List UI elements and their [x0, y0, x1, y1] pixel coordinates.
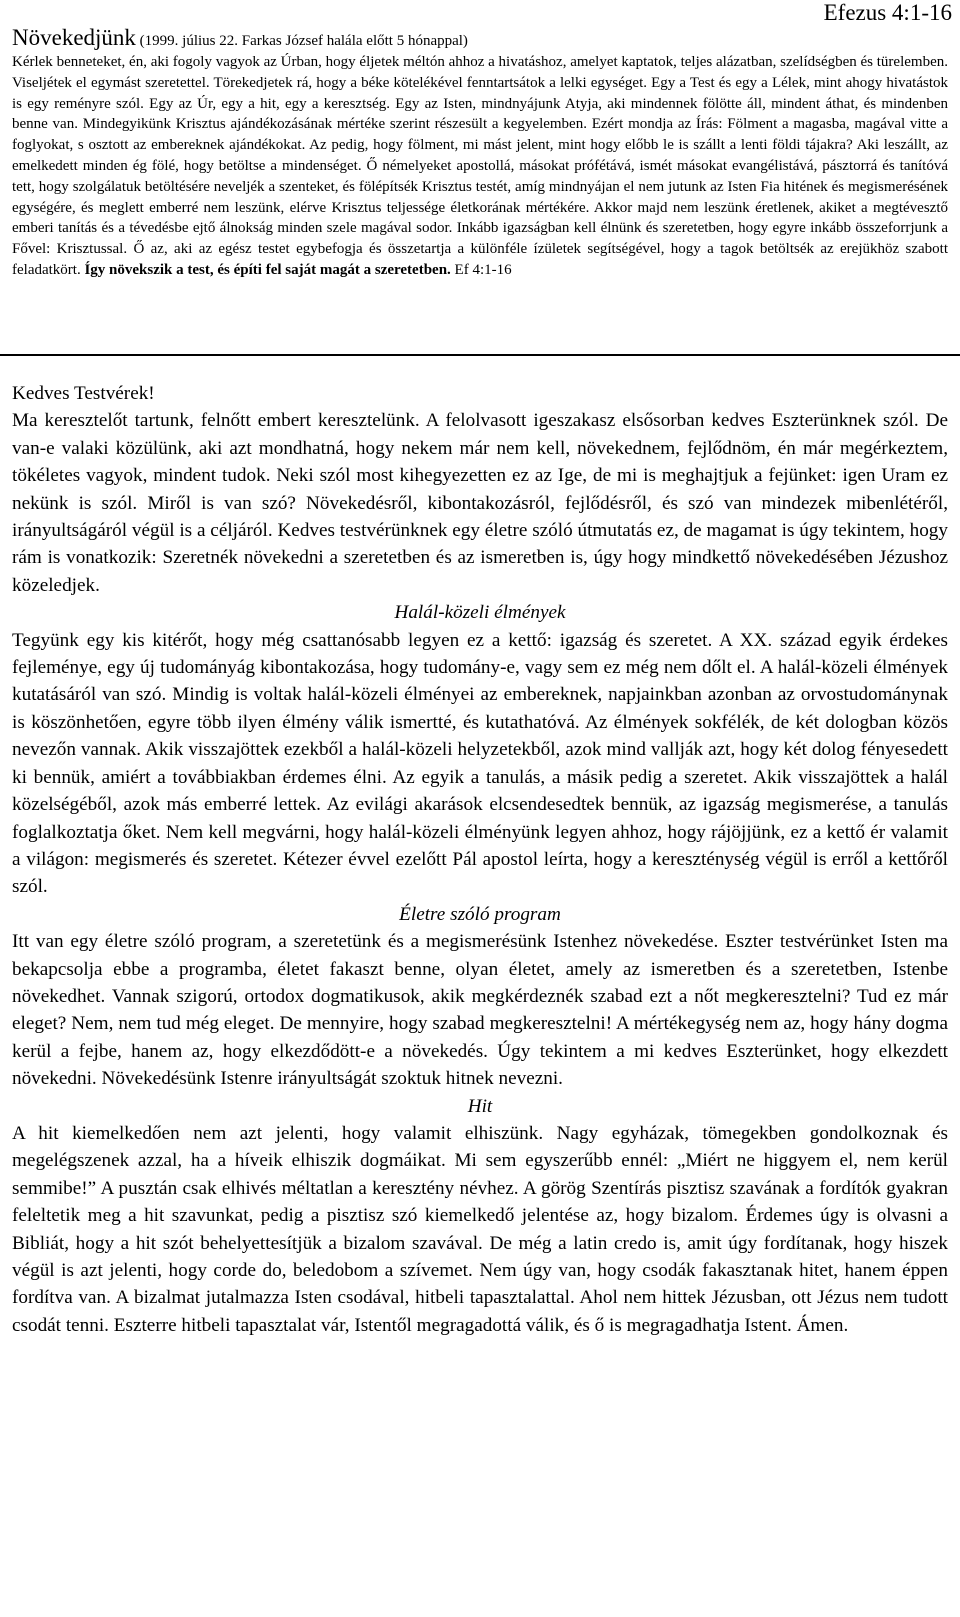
title-main: Növekedjünk: [12, 25, 136, 50]
scripture-box: [0, 0, 960, 356]
section-heading-faith: Hit: [467, 1095, 493, 1117]
title-subtitle: (1999. július 22. Farkas József halála előtt 5 hónappal): [135, 33, 468, 49]
intro-paragraph: Ma keresztelőt tartunk, felnőtt embert keresztelünk. A felolvasott igeszakasz elsősorban kedves Eszterünknek szól. De van-e valaki közülünk, aki azt mondhatná, hogy nekem már nem kell, növekednem, fejlődnöm, én már megérkeztem, tökéletes vagyok, mindent tudok. Neki szól most kihegyezetten ez az Ige, de mi is meghajtjuk a fejünket: igen Uram ez nekünk is szól. Miről is van szó? Növekedésről, kibontakozásról, fejlődésről, és szó van mindezek mibenlétéről, irányultságáról végül is a céljáról. Kedves testvérünknek egy életre szóló útmutatás ez, de magamat is úgy tekintem, hogy rám is vonatkozik: Szeretnék növekedni a szeretetben és az ismeretben is, úgy hogy mindkettő növekedésében Jézushoz közeledjek.: [12, 410, 948, 596]
scripture-reference: Efezus 4:1-16: [823, 0, 952, 25]
scripture-body: Kérlek benneteket, én, aki fogoly vagyok az Úrban, hogy éljetek méltón ahhoz a hivatáshoz, amelyet kaptatok, teljes alázatban, szelídségben és türelemben. Viseljétek el egymást szeretettel. Törekedjetek rá, hogy a béke kötelékével fenntartsátok a lelki egységet. Egy a Test és egy a Lélek, mint ahogy hivatástok is egy reményre szól. Egy az Úr, egy a hit, egy a keresztség. Egy az Isten, mindnyájunk Atyja, aki mindennek fölötte áll, mindent áthat, és mindenben benne van. Mindegyikünk Krisztus ajándékozásának mértéke szerint részesült a kegyelemben. Ezért mondja az Írás: Fölment a magasba, magával vitte a foglyokat, s osztott az embereknek ajándékokat. Az pedig, hogy fölment, mi mást jelent, mint hogy előbb le is szállt a lenti földi tájakra? Aki leszállt, az emelkedett minden ég fölé, hogy betöltse a mindenséget. Ő némelyeket apostollá, másokat prófétává, ismét másokat evangélistává, pásztorrá és tanítóvá tett, hogy szolgálatuk betöltésére neveljék a szenteket, és fölépítsék Krisztus testét, amíg mindnyájan el nem jutunk az Isten Fia hitének és megismerésének egységére, és meglett emberré nem leszünk, elérve Krisztus teljessége életkorának mértékére. Akkor majd nem leszünk éretlenek, akiket a megtévesztő emberi tanítás és a tévedésbe ejtő álnokság minden szele magával sodor. Inkább igazságban kell élnünk és szeretetben, hogy egyre inkább összeforrjunk a Fővel: Krisztussal. Ő az, aki az egész testet egybefogja és összetartja a különféle ízületek segítségével, hogy a tagok betöltsék az erejükhöz szabott feladatkört.: [12, 54, 948, 278]
page-title: [12, 24, 468, 55]
section-heading-near-death: Halál-közeli élmények: [394, 602, 566, 624]
paragraph-faith: A hit kiemelkedően nem azt jelenti, hogy valamit elhiszünk. Nagy egyházak, tömegekben gondolkoznak és megelégszenek azzal, ha a híveik elhiszik dogmáikat. Mi sem egyszerűbb ennél: „Miért ne higgyem el, nem kerül semmibe!” A pusztán csak elhivés méltatlan a keresztény névhez. A görög Szentírás pisztisz szavának a fordítók gyakran feleltetik meg a hit szavunkat, pedig a pisztisz szó kiemelkedő jelentése az, hogy bizalom. Érdemes úgy is olvasni a Bibliát, hogy a hit szót behelyettesítjük a bizalom szavával. De még a latin credo is, amit úgy fordítanak, hogy hiszek végül is azt jelenti, hogy corde do, beledobom a szívemet. Nem úgy van, hogy csodák fakasztanak hitet, hanem éppen fordítva van. A bizalmat jutalmazza Isten csodával, hitbeli tapasztalattal. Ahol nem hittek Jézusban, ott Jézus nem tudott csodát tenni. Eszterre hitbeli tapasztalat vár, Istentől megragadottá válik, és ő is megragadhatja Istent. Ámen.: [12, 1122, 948, 1336]
paragraph-near-death: Tegyünk egy kis kitérőt, hogy még csattanósabb legyen ez a kettő: igazság és szeretet. A XX. század egyik érdekes fejleménye, egy új tudományág kibontakozása, hogy tudomány-e, vagy sem ez még nem dőlt el. A halál-közeli élmények kutatásáról van szó. Mindig is voltak halál-közeli élményei az embereknek, napjainkban azonban az orvostudománynak is köszönhetően, egyre több ilyen élmény válik ismertté, és kutathatóvá. Az élmények sokfélék, de két dologban közös nevezőn vannak. Akik visszajöttek ezekből a halál-közeli helyzetekből, azok mind vallják azt, hogy két dolog fényesedett ki bennük, amiért a továbbiakban érdemes élni. Az egyik a tanulás, a másik pedig a szeretet. Akik visszajöttek a halál közelségéből, azok más emberré lettek. Az evilági akarások elcsendesedtek bennük, az igazság megismerése, a tanulás foglalkoztatja őket. Nem kell megvárni, hogy halál-közeli élményünk legyen ahhoz, hogy rájöjjünk, ez a kettő ér valamit a világon: megismerés és szeretet. Kétezer évvel ezelőtt Pál apostol leírta, hogy a kereszténység végül is erről a kettőről szól.: [12, 629, 948, 898]
scripture-citation: Ef 4:1-16: [450, 261, 512, 278]
sermon-body: [12, 380, 948, 1339]
scripture-text: [12, 52, 948, 281]
paragraph-life-program: Itt van egy életre szóló program, a szeretetünk és a megismerésünk Istenhez növekedése. Eszter testvérünket Isten ma bekapcsolja ebbe a programba, életet fakaszt benne, olyan életet, amely az ismeretben és a szeretetben, Istenbe növekedhet. Vannak szigorú, ortodox dogmatikusok, akik megkérdeznék szabad ezt a nőt megkeresztelni? Tud ez már eleget? Nem, nem tud még eleget. De mennyire, hogy szabad megkeresztelni! A mértékegység nem az, hogy hány dogma kerül a fejbe, hanem az, hogy elkezdődött-e a növekedés. Úgy tekintem a mi kedves Eszterünket, hogy elkezdett növekedni. Növekedésünk Istenre irányultságát szoktuk hitnek nevezni.: [12, 931, 948, 1090]
greeting: Kedves Testvérek!: [12, 383, 155, 404]
section-heading-life-program: Életre szóló program: [399, 903, 561, 925]
scripture-bold-ending: Így növekszik a test, és építi fel saját magát a szeretetben.: [84, 261, 451, 278]
